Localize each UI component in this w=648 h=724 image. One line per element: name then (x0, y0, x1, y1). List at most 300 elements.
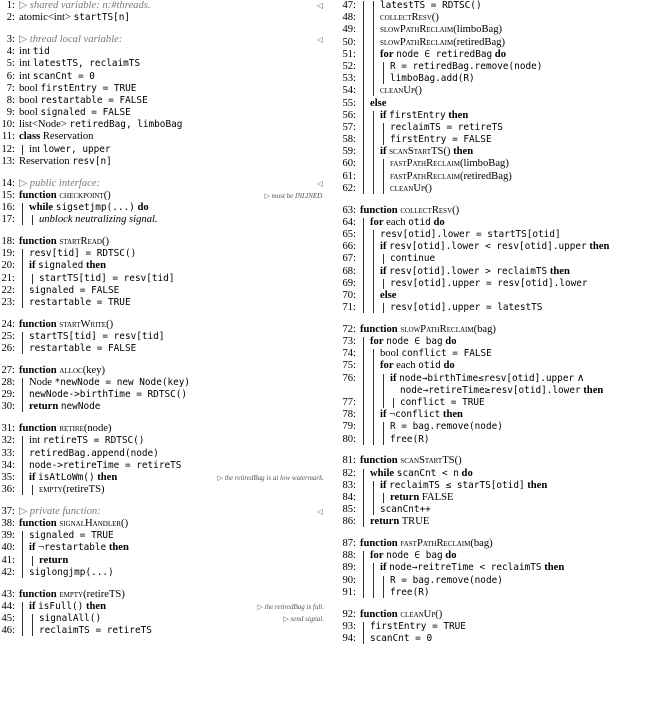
code-line (0, 34, 326, 46)
code-text: scanCnt = 0 (370, 632, 433, 644)
code-text: if resv[otid].lower < resv[otid].upper then (380, 241, 610, 253)
line-number: 7: (6, 82, 15, 94)
line-number: 66: (342, 241, 356, 253)
line-number: 47: (342, 0, 356, 11)
line-number: 51: (342, 48, 356, 60)
code-text: latestTS = RDTSC() (380, 0, 482, 11)
code-text: if isFull() then (29, 600, 106, 612)
line-number: 38: (1, 518, 15, 530)
code-line (333, 278, 648, 290)
line-number: 40: (1, 542, 15, 554)
code-line (0, 46, 326, 58)
line-number: 70: (342, 289, 356, 301)
block-indent-bar (22, 602, 23, 636)
block-indent-bar (383, 254, 384, 264)
code-line (333, 562, 648, 574)
code-line (333, 217, 648, 229)
code-line (0, 448, 326, 460)
code-text: int lower, upper (29, 143, 111, 155)
code-line (333, 621, 648, 633)
code-text: bool conflict = FALSE (380, 348, 492, 360)
code-line (333, 538, 648, 550)
code-text: for each otid do (370, 216, 445, 228)
code-line (0, 273, 326, 285)
line-number: 53: (342, 73, 356, 85)
line-number: 74: (342, 348, 356, 360)
code-line (0, 12, 326, 24)
block-indent-bar (383, 62, 384, 84)
line-number: 28: (1, 377, 15, 389)
line-number: 87: (342, 538, 356, 550)
code-text: function startRead() (19, 235, 110, 247)
line-number: 81: (342, 455, 356, 467)
code-text: collectResv() (380, 12, 439, 24)
line-number: 17: (1, 214, 15, 226)
code-text: startTS[tid] = resv[tid] (29, 330, 165, 342)
block-indent-bar (32, 274, 33, 284)
code-line (0, 530, 326, 542)
code-line (333, 229, 648, 241)
code-text: retiredBag.append(node) (29, 447, 159, 459)
line-number: 78: (342, 409, 356, 421)
code-line (0, 484, 326, 496)
code-line (333, 205, 648, 217)
block-indent-bar (383, 123, 384, 145)
line-number: 49: (342, 24, 356, 36)
code-text: firstEntry = TRUE (370, 620, 466, 632)
code-text: bool restartable = FALSE (19, 94, 148, 106)
line-number: 84: (342, 491, 356, 503)
line-number: 57: (342, 121, 356, 133)
block-indent-bar (363, 1, 364, 194)
code-line (333, 158, 648, 170)
line-number: 76: (342, 372, 356, 384)
code-text: if ¬conflict then (380, 409, 463, 421)
line-number: 19: (1, 248, 15, 260)
code-text: signaled = FALSE (29, 284, 120, 296)
block-indent-bar (383, 374, 384, 408)
block-indent-bar (393, 398, 394, 408)
line-number: 23: (1, 296, 15, 308)
line-number: 39: (1, 530, 15, 542)
code-text: scanCnt++ (380, 504, 431, 516)
code-line (333, 49, 648, 61)
code-text: int tid (19, 46, 50, 58)
code-line (0, 460, 326, 472)
code-line (0, 83, 326, 95)
line-number: 4: (6, 46, 15, 58)
code-text: list<Node> retiredBag, limboBag (19, 119, 183, 131)
line-number: 92: (342, 608, 356, 620)
line-number: 86: (342, 516, 356, 528)
line-number: 79: (342, 421, 356, 433)
code-line (333, 492, 648, 504)
code-text: R = bag.remove(node) (390, 421, 503, 433)
code-text: bool signaled = FALSE (19, 107, 131, 119)
algorithm-column-left (0, 0, 326, 637)
line-number: 21: (1, 272, 15, 284)
line-number: 48: (342, 12, 356, 24)
block-indent-bar (383, 159, 384, 194)
code-line (0, 95, 326, 107)
code-text: if firstEntry then (380, 109, 469, 121)
code-line (333, 360, 648, 372)
code-text: return newNode (29, 401, 101, 413)
line-number: 10: (1, 119, 15, 131)
code-line (0, 389, 326, 401)
code-line (333, 146, 648, 158)
code-line (0, 236, 326, 248)
line-number: 52: (342, 60, 356, 72)
line-number: 20: (1, 260, 15, 272)
line-number: 63: (342, 204, 356, 216)
code-line (333, 587, 648, 599)
line-number: 90: (342, 574, 356, 586)
code-line (333, 98, 648, 110)
code-text: node->retireTime = retireTS (29, 459, 182, 471)
block-indent-bar (363, 337, 364, 445)
line-number: 34: (1, 459, 15, 471)
code-line (0, 214, 326, 226)
code-text: fastPathReclaim(retiredBag) (390, 170, 512, 182)
code-line (0, 248, 326, 260)
line-number: 5: (6, 58, 15, 70)
code-text: continue (390, 253, 436, 265)
code-line (333, 12, 648, 24)
code-line (333, 171, 648, 183)
code-text: if isAtLoWm() then (29, 471, 118, 483)
comment-end-triangle-icon: ◁ (316, 506, 323, 516)
line-number: 18: (1, 235, 15, 247)
code-text: function startWrite() (19, 318, 114, 330)
line-number: 22: (1, 284, 15, 296)
block-indent-bar (363, 218, 364, 313)
code-line (333, 409, 648, 421)
code-line (333, 373, 648, 385)
code-text: while scanCnt < n do (370, 467, 473, 479)
code-line (0, 555, 326, 567)
line-number: 27: (1, 364, 15, 376)
code-line (0, 297, 326, 309)
code-text: bool firstEntry = TRUE (19, 82, 137, 94)
block-indent-bar (373, 111, 374, 194)
code-line (0, 331, 326, 343)
code-text: free(R) (390, 433, 430, 445)
line-number: 43: (1, 588, 15, 600)
code-text: Node *newNode = new Node(key) (29, 377, 191, 389)
code-line (0, 506, 326, 518)
code-text: function signalHandler() (19, 518, 129, 530)
code-text: signaled = TRUE (29, 530, 114, 542)
code-line (0, 319, 326, 331)
code-line (333, 609, 648, 621)
code-line (333, 183, 648, 195)
code-line (0, 589, 326, 601)
code-text: else (370, 97, 387, 109)
code-line (0, 71, 326, 83)
code-text: function scanStartTS() (360, 455, 462, 467)
code-line (0, 202, 326, 214)
code-line (333, 324, 648, 336)
code-line (333, 110, 648, 122)
line-number: 94: (342, 632, 356, 644)
code-line (0, 58, 326, 70)
line-number: 6: (6, 70, 15, 82)
line-number: 37: (1, 505, 15, 517)
code-line (0, 131, 326, 143)
code-text: reclaimTS = retireTS (390, 121, 503, 133)
code-text: function empty(retireTS) (19, 588, 125, 600)
block-indent-bar (32, 485, 33, 495)
block-indent-bar (373, 563, 374, 598)
line-number: 59: (342, 146, 356, 158)
code-line (333, 134, 648, 146)
code-text: function checkpoint() (19, 189, 111, 201)
code-text: R = bag.remove(node) (390, 574, 503, 586)
code-line (0, 401, 326, 413)
code-text: int latestTS, reclaimTS (19, 58, 141, 70)
code-text: free(R) (390, 586, 430, 598)
code-text: while sigsetjmp(...) do (29, 202, 149, 213)
line-number: 68: (342, 265, 356, 277)
code-line (0, 343, 326, 355)
code-line (0, 119, 326, 131)
code-text: int retireTS = RDTSC() (29, 435, 145, 447)
line-number: 73: (342, 336, 356, 348)
line-number: 41: (1, 554, 15, 566)
code-text: resv[otid].upper = resv[otid].lower (390, 277, 588, 289)
code-text: signalAll() (39, 613, 102, 624)
line-number: 44: (1, 600, 15, 612)
block-indent-bar (22, 203, 23, 225)
line-number: 29: (1, 389, 15, 401)
line-number: 2: (6, 12, 15, 24)
line-number: 33: (1, 447, 15, 459)
code-text: conflict = TRUE (400, 397, 485, 408)
line-number: 62: (342, 182, 356, 194)
code-line (333, 434, 648, 446)
line-number: 71: (342, 302, 356, 314)
block-indent-bar (383, 422, 384, 445)
line-number: 15: (1, 189, 15, 201)
line-number: 12: (1, 143, 15, 155)
line-number: 80: (342, 433, 356, 445)
code-text: else (380, 289, 397, 301)
code-text: limboBag.add(R) (390, 73, 475, 85)
line-number: 56: (342, 109, 356, 121)
code-line (0, 625, 326, 637)
block-indent-bar (32, 556, 33, 566)
code-text: newNode->birthTime = RDTSC() (29, 389, 188, 401)
code-text: slowPathReclaim(limboBag) (380, 24, 503, 36)
code-line (0, 0, 326, 12)
code-text: unblock neutralizing signal. (39, 214, 158, 226)
code-line (0, 423, 326, 435)
code-text: return TRUE (370, 516, 430, 528)
comment-note: ▷ the retiredBag is full. (257, 602, 324, 611)
line-number: 31: (1, 423, 15, 435)
line-number: 9: (6, 107, 15, 119)
line-number: 64: (342, 216, 356, 228)
code-line (333, 266, 648, 278)
code-line (333, 550, 648, 562)
code-line (333, 336, 648, 348)
line-number: 93: (342, 620, 356, 632)
line-number: 77: (342, 397, 356, 408)
code-line (333, 633, 648, 645)
code-text: if reclaimTS ≤ starTS[otid] then (380, 479, 548, 491)
code-line (333, 73, 648, 85)
line-number: 60: (342, 158, 356, 170)
block-indent-bar (373, 1, 374, 96)
block-indent-bar (383, 493, 384, 503)
code-text: ▷ thread local variable: (19, 33, 123, 45)
code-text: ▷ private function: (19, 505, 101, 517)
block-indent-bar (22, 145, 23, 155)
line-number: 36: (1, 484, 15, 496)
line-number: 88: (342, 550, 356, 562)
block-indent-bar (363, 551, 364, 598)
code-line (0, 156, 326, 168)
code-line (333, 397, 648, 409)
line-number: 13: (1, 155, 15, 167)
code-line (333, 480, 648, 492)
code-line (0, 613, 326, 625)
code-text: return FALSE (390, 491, 454, 503)
code-line (333, 24, 648, 36)
code-line (333, 575, 648, 587)
code-text: int scanCnt = 0 (19, 70, 95, 82)
code-text: reclaimTS = retireTS (39, 625, 152, 637)
comment-note: ▷ must be INLINED. (264, 191, 324, 200)
code-text: function alloc(key) (19, 364, 106, 376)
line-number: 50: (342, 36, 356, 48)
code-line (333, 455, 648, 467)
code-text: return (39, 554, 69, 566)
code-text: function fastPathReclaim(bag) (360, 538, 493, 550)
line-number: 54: (342, 85, 356, 97)
code-line (333, 37, 648, 49)
line-number: 72: (342, 323, 356, 335)
code-text: atomic<int> startTS[n] (19, 12, 131, 24)
code-text: cleanUp() (380, 85, 422, 97)
code-line (333, 85, 648, 97)
code-text: restartable = FALSE (29, 343, 137, 355)
block-indent-bar (363, 622, 364, 644)
line-number: 32: (1, 435, 15, 447)
line-number: 8: (6, 94, 15, 106)
block-indent-bar (373, 230, 374, 313)
code-line (333, 253, 648, 265)
line-number: 25: (1, 330, 15, 342)
code-line (0, 472, 326, 484)
code-line (333, 122, 648, 134)
code-line (0, 601, 326, 613)
block-indent-bar (32, 614, 33, 636)
code-line (333, 385, 648, 397)
comment-note: ▷ the retiredBag is at low watermark. (217, 473, 324, 482)
comment-end-triangle-icon: ◁ (316, 1, 323, 10)
code-line (0, 377, 326, 389)
code-line (0, 190, 326, 202)
code-line (333, 290, 648, 302)
line-number: 67: (342, 253, 356, 265)
line-number: 75: (342, 360, 356, 372)
code-text: ▷ shared variable: n:#threads. (19, 0, 151, 11)
code-line (333, 61, 648, 73)
code-text: function slowPathReclaim(bag) (360, 323, 496, 335)
code-text: if node→reitreTime < reclaimTS then (380, 562, 565, 574)
code-line (0, 435, 326, 447)
code-text: restartable = TRUE (29, 296, 131, 308)
code-line (333, 468, 648, 480)
line-number: 35: (1, 471, 15, 483)
code-text: resv[otid].upper = latestTS (390, 302, 543, 314)
block-indent-bar (22, 378, 23, 412)
line-number: 11: (1, 131, 15, 143)
line-number: 1: (6, 0, 15, 11)
line-number: 3: (6, 33, 15, 45)
code-text: node→retireTime≥resv[otid].lower then (400, 384, 604, 396)
code-text: class Reservation (19, 131, 94, 143)
block-indent-bar (383, 576, 384, 598)
code-line (333, 516, 648, 528)
line-number: 46: (1, 625, 15, 637)
block-indent-bar (383, 303, 384, 313)
code-text: if node→birthTime≤resv[otid].upper ∧ (390, 372, 585, 384)
code-line (0, 542, 326, 554)
line-number: 91: (342, 586, 356, 598)
block-indent-bar (22, 249, 23, 308)
code-text: resv[otid].lower = startTS[otid] (380, 228, 561, 240)
line-number: 65: (342, 228, 356, 240)
code-line (333, 241, 648, 253)
code-text: slowPathReclaim(retiredBag) (380, 36, 505, 48)
line-number: 55: (342, 97, 356, 109)
block-indent-bar (22, 436, 23, 495)
code-text: if ¬restartable then (29, 542, 129, 554)
code-text: fastPathReclaim(limboBag) (390, 158, 509, 170)
code-text: Reservation resv[n] (19, 155, 112, 167)
line-number: 16: (1, 202, 15, 213)
block-indent-bar (22, 531, 23, 578)
code-text: function collectResv() (360, 204, 460, 216)
code-text: function cleanUp() (360, 608, 443, 620)
comment-note: ▷ send signal. (283, 615, 324, 623)
line-number: 61: (342, 170, 356, 182)
block-indent-bar (383, 279, 384, 289)
code-line (333, 504, 648, 516)
code-text: siglongjmp(...) (29, 566, 114, 578)
code-text: if scanStartTS() then (380, 146, 474, 158)
code-text: for node ∈ retiredBag do (380, 48, 506, 60)
line-number: 24: (1, 318, 15, 330)
line-number: 14: (1, 177, 15, 189)
code-text: if resv[otid].lower > reclaimTS then (380, 265, 570, 277)
code-text: ▷ public interface: (19, 177, 101, 189)
code-text: for node ∈ bag do (370, 336, 457, 348)
line-number: 58: (342, 134, 356, 146)
code-line (0, 178, 326, 190)
code-text: startTS[tid] = resv[tid] (39, 272, 175, 284)
code-line (0, 107, 326, 119)
code-text: for node ∈ bag do (370, 550, 457, 562)
line-number: 82: (342, 467, 356, 479)
code-text: R = retiredBag.remove(node) (390, 60, 543, 72)
code-line (0, 260, 326, 272)
comment-end-triangle-icon: ◁ (316, 178, 323, 188)
line-number: 30: (1, 401, 15, 413)
